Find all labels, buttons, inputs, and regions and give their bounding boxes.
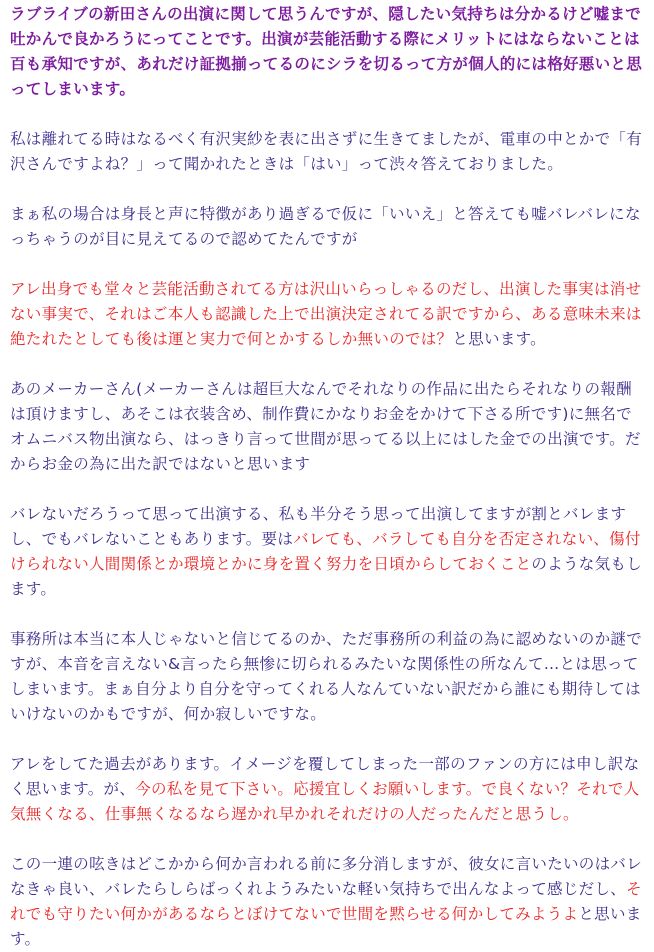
paragraph-4 — [10, 277, 646, 352]
paragraph-5 — [10, 377, 646, 477]
highlighted-text: 今の私を見て下さい。応援宜しくお願いします。で良くない？それで人気無くなる、仕事無くなるなら遅かれ早かれそれだけの人だったんだと思うし。 — [10, 780, 640, 823]
highlighted-text: アレ出身でも堂々と芸能活動されてる方は沢山いらっしゃるのだし、出演した事実は消せない事実で、それはご本人も認識した上で出演決定されてる訳ですから、ある意味未来は絶たれたとしても後は運と実力で何とかするしか無いのでは？ — [10, 280, 642, 348]
paragraph-text: のような気もします。 — [10, 555, 643, 598]
highlighted-text: それでも守りたい何かがあるならとぼけてないで世間を黙らせる何かしてみようよ — [10, 880, 642, 923]
paragraph-9 — [10, 852, 646, 952]
paragraph-text: と思います。 — [10, 905, 642, 948]
paragraph-text: 事務所は本当に本人じゃないと信じてるのか、ただ事務所の利益の為に認めないのか謎ですが、本音を言えない&言ったら無惨に切られるみたいな関係性の所なんて…とは思ってしまいます。まぁ自分より自分を守ってくれる人なんていない訳だから誰にも期待してはいけないのかもですが、何か寂しいですな。 — [10, 630, 643, 723]
paragraph-3 — [10, 202, 646, 252]
paragraph-text: この一連の呟きはどこかから何か言われる前に多分消しますが、彼女に言いたいのはバレなきゃ良い、バレたらしらばっくれようみたいな軽い気持ちで出んなよって感じだし、 — [10, 855, 643, 898]
paragraph-text: あのメーカーさん(メーカーさんは超巨大なんでそれなりの作品に出たらそれなりの報酬は頂けますし、あそこは衣装含め、制作費にかなりお金をかけて下さる所です)に無名でオムニバス物出演なら、はっきり言って世間が思ってる以上にはした金での出演です。だからお金の為に出た訳ではないと思います — [10, 380, 641, 473]
paragraph-8 — [10, 752, 646, 827]
paragraph-text: と思います。 — [452, 330, 546, 348]
paragraph-text: まぁ私の場合は身長と声に特徴があり過ぎるで仮に「いいえ」と答えても嘘バレバレになっちゃうのが目に見えてるので認めてたんですが — [10, 205, 641, 248]
paragraph-6 — [10, 502, 646, 602]
paragraph-text: バレないだろうって思って出演する、私も半分そう思って出演してますが割とバレますし、でもバレないこともあります。要は — [10, 505, 627, 548]
paragraph-text: ラブライブの新田さんの出演に関して思うんですが、隠したい気持ちは分かるけど嘘まで吐かんで良かろうにってことです。出演が芸能活動する際にメリットにはならないことは百も承知ですが、あれだけ証拠揃ってるのにシラを切るって方が個人的には格好悪いと思ってしまいます。 — [10, 5, 643, 98]
paragraph-text: 私は離れてる時はなるべく有沢実紗を表に出さずに生きてましたが、電車の中とかで「有沢さんですよね？」って聞かれたときは「はい」って渋々答えておりました。 — [10, 130, 643, 173]
paragraph-text: アレをしてた過去があります。イメージを覆してしまった一部のファンの方には申し訳なく思います。が、 — [10, 755, 640, 798]
paragraph-1 — [10, 2, 646, 102]
paragraph-2 — [10, 127, 646, 177]
highlighted-text: バレても、バラしても自分を否定されない、傷付けられない人間関係とか環境とかに身を置く努力を日頃からしておくこと — [10, 530, 641, 573]
paragraph-7 — [10, 627, 646, 727]
